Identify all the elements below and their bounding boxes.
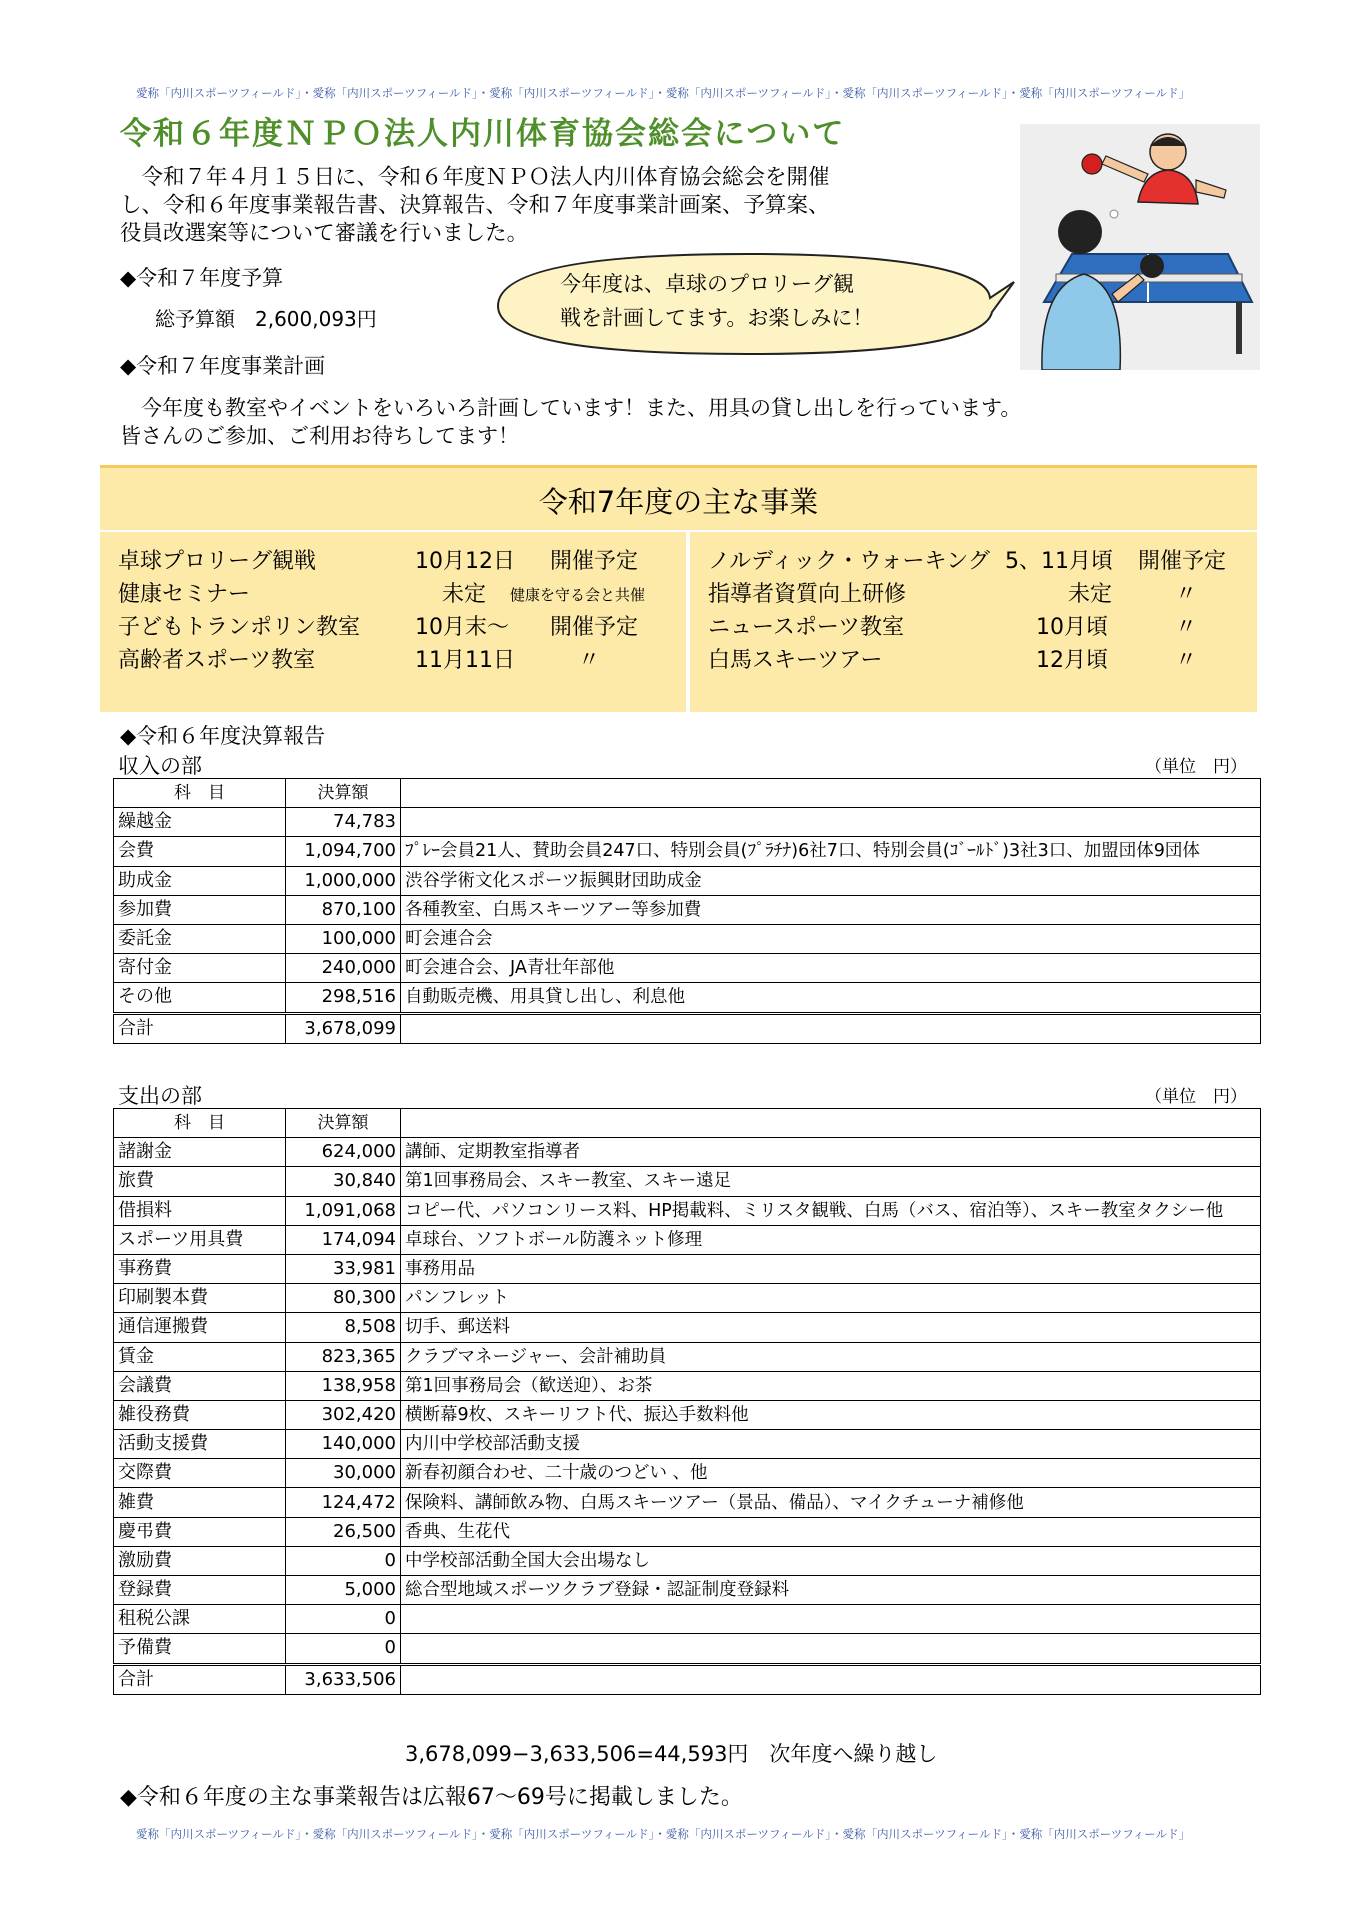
item-cell: その他 [114,983,286,1013]
item-cell: 慶弔費 [114,1517,286,1546]
description-cell: 町会連合会 [401,924,1261,953]
table-header-row [114,779,1261,808]
description-cell: 町会連合会、JA青壮年部他 [401,954,1261,983]
amount-cell: 0 [286,1605,401,1634]
description-cell: 事務用品 [401,1254,1261,1283]
amount-cell: 870,100 [286,895,401,924]
event-name: 子どもトランポリン教室 [118,615,361,640]
unit-label: （単位 円） [1145,1087,1247,1107]
amount-cell: 30,840 [286,1167,401,1196]
table-header-cell: 決算額 [286,1109,401,1138]
item-cell: 助成金 [114,866,286,895]
item-cell: 印刷製本費 [114,1284,286,1313]
amount-cell: 124,472 [286,1488,401,1517]
plan-line: 皆さんのご参加、ご利用お待ちしてます！ [120,424,519,448]
description-cell: 総合型地域スポーツクラブ登録・認証制度登録料 [401,1576,1261,1605]
description-cell [401,1605,1261,1634]
event-date: 11月11日 [415,648,515,673]
total-row [114,1013,1261,1043]
table-row [114,1225,1261,1254]
intro-line: 役員改選案等について審議を行いました。 [120,221,529,246]
table-row [114,1634,1261,1664]
item-cell: 繰越金 [114,808,286,837]
amount-cell: 0 [286,1546,401,1575]
table-row [114,866,1261,895]
table-row [114,1313,1261,1342]
events-title: 令和7年度の主な事業 [538,485,819,519]
table-row [114,808,1261,837]
item-cell: 租税公課 [114,1605,286,1634]
description-cell [401,1013,1261,1043]
item-cell: 激励費 [114,1546,286,1575]
table-row [114,1488,1261,1517]
description-cell: 自動販売機、用具貸し出し、利息他 [401,983,1261,1013]
item-cell: 登録費 [114,1576,286,1605]
event-date: 10月末～ [415,615,509,640]
footer-note: ◆令和６年度の主な事業報告は広報67～69号に掲載しました。 [120,1785,743,1810]
bottom-banner: 愛称「内川スポーツフィールド」・愛称「内川スポーツフィールド」・愛称「内川スポーツフィールド」・愛称「内川スポーツフィールド」・愛称「内川スポーツフィールド」・愛称「内川スポーツフィールド」 [136,1827,1191,1841]
description-cell: 第1回事務局会（歓送迎）、お茶 [401,1371,1261,1400]
amount-cell: 298,516 [286,983,401,1013]
table-row [114,1284,1261,1313]
table-row [114,983,1261,1013]
item-cell: 活動支援費 [114,1430,286,1459]
item-cell: 諸謝金 [114,1138,286,1167]
item-cell: 予備費 [114,1634,286,1664]
event-date: 10月頃 [1036,615,1108,640]
table-tennis-illustration [1020,124,1260,370]
amount-cell: 174,094 [286,1225,401,1254]
amount-cell: 3,633,506 [286,1664,401,1694]
item-cell: 参加費 [114,895,286,924]
amount-cell: 138,958 [286,1371,401,1400]
item-cell: スポーツ用具費 [114,1225,286,1254]
amount-cell: 1,000,000 [286,866,401,895]
amount-cell: 30,000 [286,1459,401,1488]
table-header-cell: 科 目 [114,1109,286,1138]
description-cell: 卓球台、ソフトボール防護ネット修理 [401,1225,1261,1254]
amount-cell: 240,000 [286,954,401,983]
description-cell [401,808,1261,837]
item-cell: 交際費 [114,1459,286,1488]
budget-heading: ◆令和７年度予算 [120,266,284,290]
carryover-line: 3,678,099−3,633,506=44,593円 次年度へ繰り越し [405,1742,938,1766]
table-row [114,1254,1261,1283]
intro-paragraph [120,164,970,248]
event-status: 〃 [1175,615,1198,640]
settlement-heading: ◆令和６年度決算報告 [120,724,326,748]
top-banner: 愛称「内川スポーツフィールド」・愛称「内川スポーツフィールド」・愛称「内川スポーツフィールド」・愛称「内川スポーツフィールド」・愛称「内川スポーツフィールド」・愛称「内川スポーツフィールド」 [136,86,1191,100]
description-cell: ﾌﾟﾚｰ会員21人、賛助会員247口、特別会員(ﾌﾟﾗﾁﾅ)6社7口、特別会員(ｺﾞｰﾙﾄﾞ)3社3口、加盟団体9団体 [401,837,1261,866]
table-row [114,1546,1261,1575]
table-row [114,924,1261,953]
table-row [114,1576,1261,1605]
table-row [114,1517,1261,1546]
item-cell: 旅費 [114,1167,286,1196]
description-cell: 香典、生花代 [401,1517,1261,1546]
event-status: 〃 [1175,582,1198,607]
description-cell: 中学校部活動全国大会出場なし [401,1546,1261,1575]
income-label: 収入の部 [118,754,202,778]
amount-cell: 74,783 [286,808,401,837]
amount-cell: 33,981 [286,1254,401,1283]
event-status: 〃 [578,648,601,673]
table-header-cell [401,779,1261,808]
event-status: 健康を守る会と共催 [510,586,646,604]
table-row [114,895,1261,924]
item-cell: 雑費 [114,1488,286,1517]
description-cell: 横断幕9枚、スキーリフト代、振込手数料他 [401,1400,1261,1429]
intro-line: し、令和６年度事業報告書、決算報告、令和７年度事業計画案、予算案、 [120,193,830,218]
event-name: ノルディック・ウォーキング [708,549,990,574]
event-date: 未定 [1068,582,1113,607]
event-date: 12月頃 [1036,648,1108,673]
table-row [114,1605,1261,1634]
item-cell: 寄付金 [114,954,286,983]
item-cell: 雑役務費 [114,1400,286,1429]
table-header-cell: 決算額 [286,779,401,808]
description-cell: 内川中学校部活動支援 [401,1430,1261,1459]
event-name: 高齢者スポーツ教室 [118,648,316,673]
bubble-line: 戦を計画してます。お楽しみに！ [560,306,874,330]
item-cell: 合計 [114,1664,286,1694]
amount-cell: 1,091,068 [286,1196,401,1225]
amount-cell: 80,300 [286,1284,401,1313]
table-header-row [114,1109,1261,1138]
page-title: 令和６年度ＮＰＯ法人内川体育協会総会について [120,116,846,152]
item-cell: 借損料 [114,1196,286,1225]
description-cell: 保険料、講師飲み物、白馬スキーツアー（景品、備品）、マイクチューナ補修他 [401,1488,1261,1517]
table-row [114,1167,1261,1196]
amount-cell: 8,508 [286,1313,401,1342]
description-cell: 講師、定期教室指導者 [401,1138,1261,1167]
intro-line: 令和７年４月１５日に、令和６年度ＮＰＯ法人内川体育協会総会を開催 [120,165,830,190]
table-row [114,1459,1261,1488]
table-row [114,1342,1261,1371]
description-cell [401,1634,1261,1664]
budget-total: 総予算額 2,600,093円 [155,307,377,331]
description-cell: 切手、郵送料 [401,1313,1261,1342]
item-cell: 会議費 [114,1371,286,1400]
amount-cell: 1,094,700 [286,837,401,866]
table-row [114,1138,1261,1167]
income-table [113,778,1261,1044]
amount-cell: 624,000 [286,1138,401,1167]
amount-cell: 3,678,099 [286,1013,401,1043]
table-row [114,837,1261,866]
item-cell: 合計 [114,1013,286,1043]
event-status: 開催予定 [1138,549,1227,574]
amount-cell: 823,365 [286,1342,401,1371]
event-date: 10月12日 [415,549,515,574]
event-status: 〃 [1175,648,1198,673]
table-header-cell: 科 目 [114,779,286,808]
description-cell: コピー代、パソコンリース料、HP掲載料、ミリスタ観戦、白馬（バス、宿泊等）、スキー教室タクシー他 [401,1196,1261,1225]
item-cell: 委託金 [114,924,286,953]
unit-label: （単位 円） [1145,757,1247,777]
plan-heading: ◆令和７年度事業計画 [120,354,326,378]
event-date: 未定 [442,582,487,607]
table-row [114,1196,1261,1225]
event-name: ニュースポーツ教室 [708,615,905,640]
amount-cell: 302,420 [286,1400,401,1429]
amount-cell: 5,000 [286,1576,401,1605]
amount-cell: 100,000 [286,924,401,953]
total-row [114,1664,1261,1694]
event-name: 卓球プロリーグ観戦 [118,549,317,574]
expense-table [113,1108,1261,1695]
item-cell: 事務費 [114,1254,286,1283]
event-name: 白馬スキーツアー [708,648,883,673]
expense-label: 支出の部 [118,1084,202,1108]
event-name: 健康セミナー [118,582,251,607]
item-cell: 通信運搬費 [114,1313,286,1342]
amount-cell: 0 [286,1634,401,1664]
description-cell [401,1664,1261,1694]
amount-cell: 26,500 [286,1517,401,1546]
event-status: 開催予定 [550,615,639,640]
item-cell: 会費 [114,837,286,866]
bubble-text [560,267,873,335]
description-cell: 各種教室、白馬スキーツアー等参加費 [401,895,1261,924]
description-cell: 渋谷学術文化スポーツ振興財団助成金 [401,866,1261,895]
table-row [114,954,1261,983]
amount-cell: 140,000 [286,1430,401,1459]
bubble-line: 今年度は、卓球のプロリーグ観 [560,272,854,296]
table-row [114,1430,1261,1459]
event-date: 5、11月頃 [1005,549,1113,574]
table-header-cell [401,1109,1261,1138]
plan-line: 今年度も教室やイベントをいろいろ計画しています！また、用具の貸し出しを行っています。 [120,396,1022,420]
description-cell: パンフレット [401,1284,1261,1313]
description-cell: 新春初顔合わせ、二十歳のつどい 、他 [401,1459,1261,1488]
item-cell: 賃金 [114,1342,286,1371]
event-status: 開催予定 [550,549,639,574]
table-row [114,1371,1261,1400]
event-name: 指導者資質向上研修 [708,582,907,607]
description-cell: 第1回事務局会、スキー教室、スキー遠足 [401,1167,1261,1196]
table-row [114,1400,1261,1429]
description-cell: クラブマネージャー、会計補助員 [401,1342,1261,1371]
